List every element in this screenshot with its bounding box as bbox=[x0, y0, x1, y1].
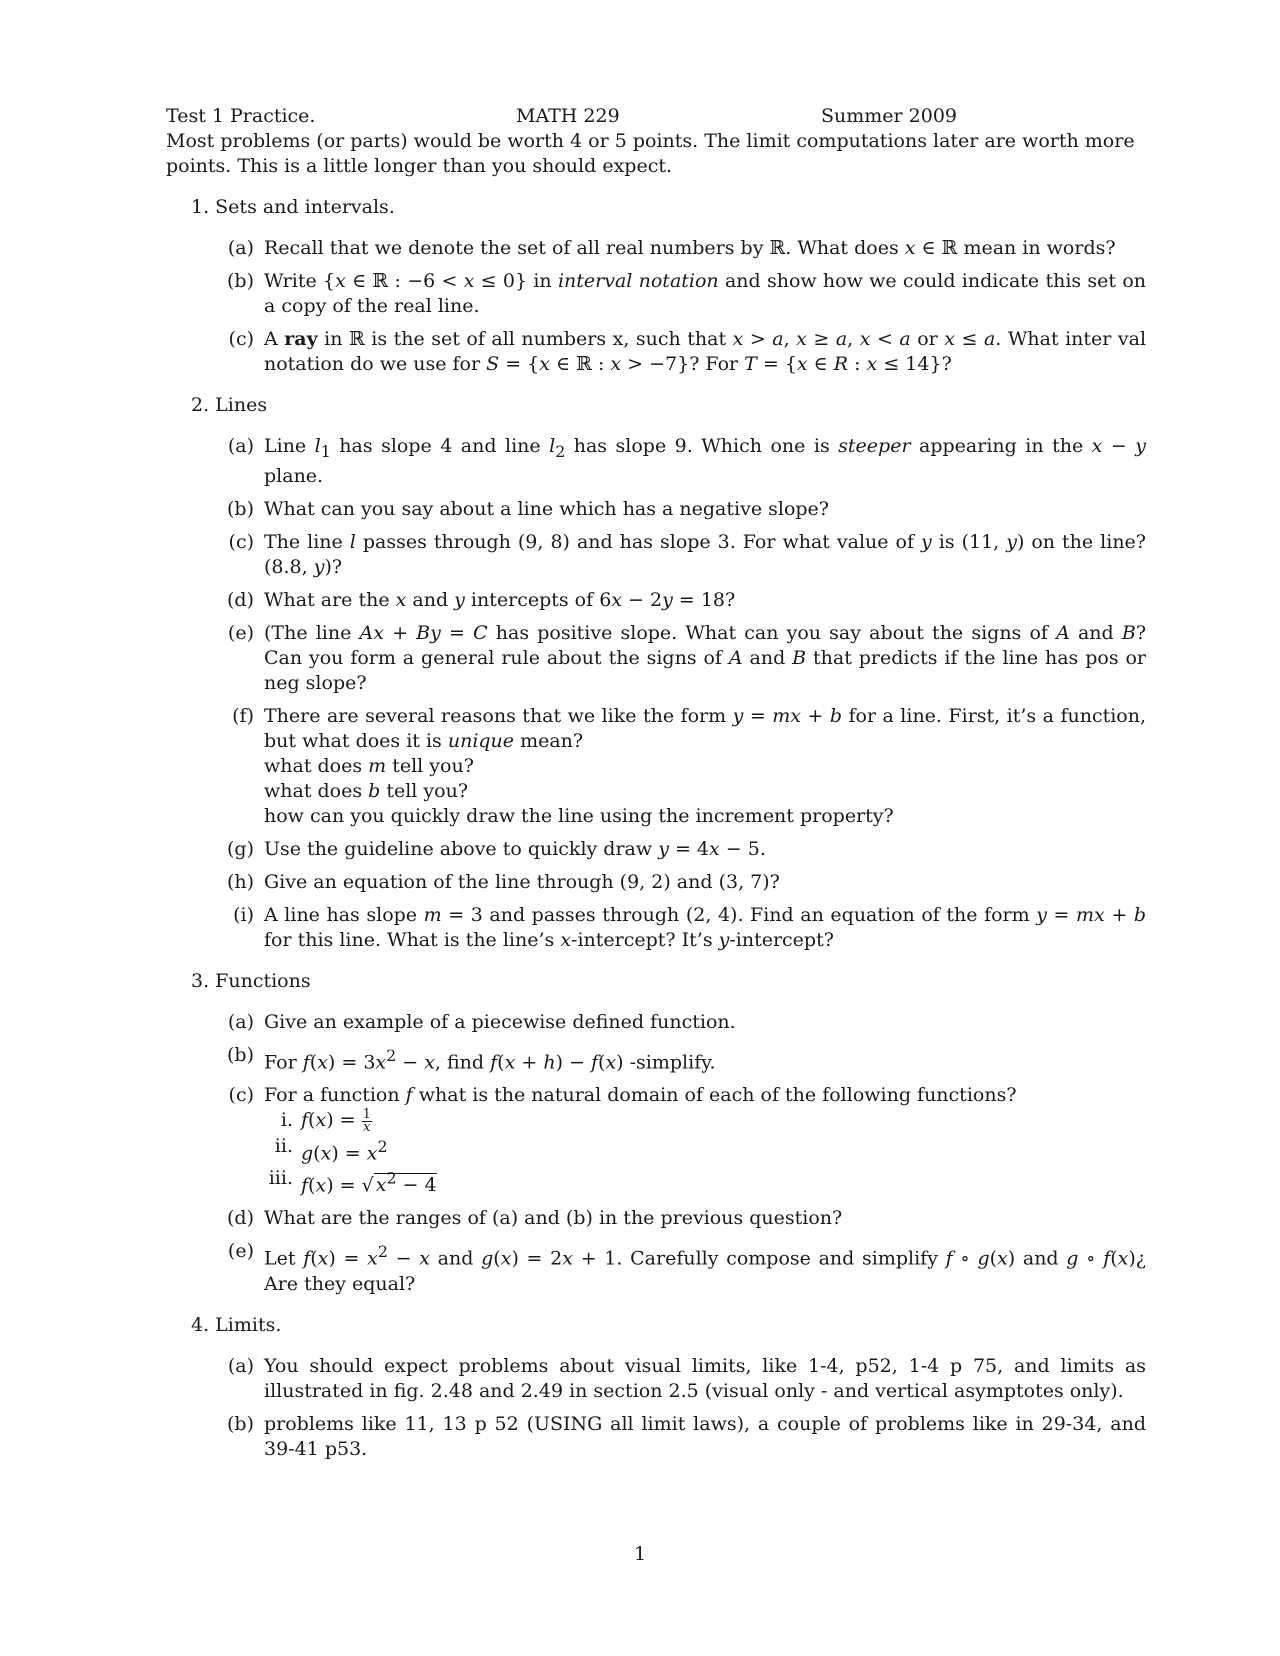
problem-list bbox=[166, 195, 1146, 1462]
problem-item bbox=[166, 704, 1146, 829]
item-text: Give an example of a piecewise defined function. bbox=[264, 1010, 736, 1033]
item-label: (b) bbox=[227, 1043, 254, 1066]
document-page bbox=[166, 104, 1146, 1470]
problem-item bbox=[166, 903, 1146, 953]
item-label: (b) bbox=[227, 1412, 254, 1435]
item-text: Recall that we denote the set of all real numbers by ℝ. What does x ∈ ℝ mean in words? bbox=[264, 237, 1116, 259]
sub-item bbox=[166, 1134, 1146, 1166]
problem-item bbox=[166, 1239, 1146, 1296]
sub-item-text: f(x) = √ $x^2 - 4$ bbox=[301, 1168, 437, 1197]
section-title: 2. Lines bbox=[191, 394, 268, 416]
item-label: (i) bbox=[233, 903, 254, 926]
item-label: (e) bbox=[227, 621, 254, 644]
header-title: Test 1 Practice. bbox=[166, 105, 316, 127]
item-label: (c) bbox=[228, 530, 254, 553]
section-title: 4. Limits. bbox=[191, 1313, 282, 1336]
section-4 bbox=[166, 1313, 1146, 1462]
problem-item bbox=[166, 269, 1146, 319]
item-text: Let $f(x) = x^2 - x$ and g(x) = 2x + 1. Carefully compose and simplify f ∘ g(x) and g ∘ f(x)¿ Are they equal? bbox=[264, 1242, 1146, 1295]
intro-text: Most problems (or parts) would be worth 4 or 5 points. The limit computations later are worth more points. This is a little longer than you should expect. bbox=[166, 130, 1135, 177]
item-label: (e) bbox=[227, 1240, 254, 1263]
item-label: (g) bbox=[227, 837, 254, 860]
item-label: (h) bbox=[226, 870, 254, 893]
problem-item bbox=[166, 530, 1146, 580]
problem-item bbox=[166, 1206, 1146, 1231]
sub-item-label: i. bbox=[280, 1109, 293, 1132]
item-text: A line has slope m = 3 and passes through (2, 4). Find an equation of the form y = mx + b for this line. What is the line’s x-intercept? It’s y-intercept? bbox=[264, 903, 1146, 951]
problem-item bbox=[166, 1354, 1146, 1404]
item-text: Use the guideline above to quickly draw y = 4x − 5. bbox=[264, 837, 766, 860]
page-number: 1 bbox=[633, 1543, 647, 1565]
section-3 bbox=[166, 969, 1146, 1297]
item-text: (The line Ax + By = C has positive slope. What can you say about the signs of A and B? Can you form a general rule about the signs of A and B that predicts if the line has pos or neg slope? bbox=[264, 621, 1146, 694]
item-label: (a) bbox=[227, 237, 254, 259]
item-text: Write {x ∈ ℝ : −6 < x ≤ 0} in interval notation and show how we could indicate this set on a copy of the real line. bbox=[264, 270, 1147, 317]
item-text: Give an equation of the line through (9, 2) and (3, 7)? bbox=[264, 870, 780, 893]
item-label: (a) bbox=[227, 1354, 254, 1377]
problem-item bbox=[166, 837, 1146, 862]
header-term: Summer 2009 bbox=[821, 105, 958, 127]
problem-item bbox=[166, 434, 1146, 489]
item-text: What are the ranges of (a) and (b) in the previous question? bbox=[264, 1207, 843, 1230]
item-label: (b) bbox=[227, 270, 254, 292]
item-label: (d) bbox=[227, 588, 254, 611]
item-label: (c) bbox=[228, 328, 254, 350]
problem-item bbox=[166, 1412, 1146, 1462]
problem-item bbox=[166, 870, 1146, 895]
item-text: You should expect problems about visual limits, like 1-4, p52, 1-4 p 75, and limits as illustrated in fig. 2.48 and 2.49 in section 2.5 (visual only - and vertical asymptotes only). bbox=[264, 1354, 1146, 1402]
item-text: There are several reasons that we like the form y = mx + b for a line. First, it’s a function, but what does it is unique mean? what does m tell you? what does b tell you? how can you quickly draw the line using the increment property? bbox=[264, 704, 1147, 827]
sub-item-text: $g(x) = x^2$ bbox=[301, 1136, 388, 1164]
sub-item-label: ii. bbox=[274, 1134, 293, 1157]
item-label: (d) bbox=[227, 1207, 254, 1230]
problem-item bbox=[166, 1043, 1146, 1075]
problem-item bbox=[166, 621, 1146, 696]
item-text: The line l passes through (9, 8) and has slope 3. For what value of y is (11, y) on the line? (8.8, y)? bbox=[264, 530, 1146, 578]
item-text: What are the x and y intercepts of 6x − 2y = 18? bbox=[264, 588, 736, 611]
header bbox=[166, 104, 1146, 129]
sub-item-text: f(x) = $\frac{1}{x}$ bbox=[301, 1106, 371, 1135]
sub-item bbox=[166, 1108, 1146, 1134]
item-text: What can you say about a line which has a negative slope? bbox=[264, 497, 829, 520]
header-course: MATH 229 bbox=[516, 105, 620, 127]
item-text: Line $l_1$ has slope 4 and line $l_2$ has slope 9. Which one is steeper appearing in the x − y plane. bbox=[264, 435, 1146, 487]
sub-item-label: iii. bbox=[268, 1166, 293, 1189]
problem-item bbox=[166, 236, 1146, 261]
item-text: problems like 11, 13 p 52 (USING all limit laws), a couple of problems like in 29-34, and 39-41 p53. bbox=[264, 1412, 1146, 1460]
section-2 bbox=[166, 393, 1146, 953]
sub-item bbox=[166, 1166, 1146, 1198]
item-label: (b) bbox=[227, 497, 254, 520]
item-text: For $f(x) = 3x^2 - x$, find f(x + h) − f(x) -simplify. bbox=[264, 1045, 716, 1074]
item-text: For a function f what is the natural domain of each of the following functions? i. f(x) = $\frac{1}{x}$ ii. $g(x) = x^2$ iii. f(x) = √ $x^2 - 4$ bbox=[264, 1083, 1146, 1198]
item-label: (f) bbox=[232, 704, 254, 727]
item-label: (c) bbox=[228, 1084, 254, 1107]
problem-item bbox=[166, 497, 1146, 522]
problem-item bbox=[166, 1010, 1146, 1035]
problem-item bbox=[166, 588, 1146, 613]
section-1 bbox=[166, 195, 1146, 377]
section-title: 3. Functions bbox=[191, 969, 311, 992]
item-label: (a) bbox=[227, 435, 254, 457]
item-label: (a) bbox=[227, 1010, 254, 1033]
problem-item bbox=[166, 1083, 1146, 1198]
section-title: 1. Sets and intervals. bbox=[191, 196, 395, 218]
problem-item bbox=[166, 327, 1146, 377]
item-text: A ray in ℝ is the set of all numbers x, such that x > a, x ≥ a, x < a or x ≤ a. What inter val notation do we use for S = {x ∈ ℝ : x > −7}? For T = {x ∈ R : x ≤ 14}? bbox=[264, 328, 1147, 375]
